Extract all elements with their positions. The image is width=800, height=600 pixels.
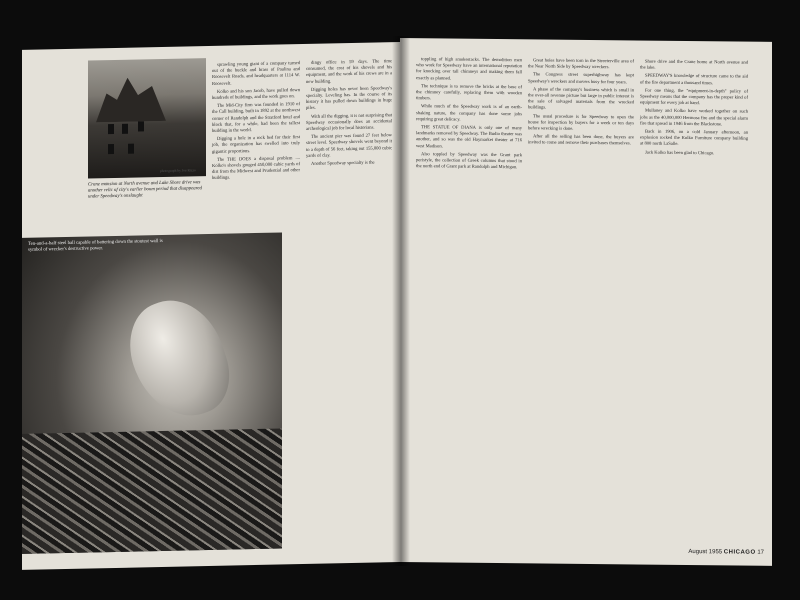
bottom-photo-caption: Ten-and-a-half steel ball capable of battering down the stoutest wall is symbol of wrecker's destructive power. [28,238,163,253]
crane-mansion-photo [88,58,206,178]
left-column-1: sprawling young giant of a company turned out of the buckle and brass of Paulina and Roosevelt Roads, and headquarters at 1114 W. Roosevelt. Kolko and his son Jacob, have pulled down hundreds of buildings, and the work goes on. The Mid-City firm was founded in 1910 of the Call building, built in 1892 at the northwest corner of Randolph and the Stratford hotel and block that, for a while, had been the tallest building in the world. Digging a hole in a rock bed for their first job, the organization has swelled into truly gigantic proportions. The THE DOES a disposal problem — Kolko's shovels gouged 450,000 cubic yards of dirt from the Midwest and Prudential and other buildings. [212,60,300,181]
top-photo-caption: Crane mansion at North avenue and Lake Shore drive was another relic of city's earlier boom period that disappeared under Speedway's onslaught [88,180,202,200]
page-footer [688,549,764,556]
right-column-2: Great holes have been torn in the Streeterville area of the Near North Side by Speedway wreckers. The Congress street superhighway has kept Speedway's wreckers and movers busy for four years. A phase of the company's business which is small in the over-all revenue picture but large in public interest is the sale of salvaged materials from the wrecked buildings. The usual procedure is for Speedway to open the house for inspection by buyers for a week or ten days before wrecking is done. After all the selling has been done, the buyers are invited to come and remove their purchases themselves. [528,57,634,146]
spine-gutter [392,36,410,566]
left-page [22,42,400,570]
footer-date: August 1955 [688,549,723,556]
right-page [400,38,772,566]
left-column-2: dingy office in 59 days. The time consumed, the cost of his shovels and his equipment, and the work of his crews are in a new building. Digging holes has never been Speedway's specialty. Leveling has. In the course of its history it has pulled down buildings in huge piles. With all the digging, it is not surprising that Speedway occasionally does an accidental archeological job for local historians. The ancient pier was found 27 feet below street level. Speedway shovels went beyond it to a depth of 56 feet, taking out 155,000 cubic yards of clay. Another Speedway specialty is the [306,58,392,166]
footer-magazine: CHICAGO [723,549,756,556]
magazine-spread [22,28,780,576]
right-column-1: toppling of high smokestacks. The demolition men who work for Speedway have an international reputation for knocking over tall chimneys and making them fall exactly as planned. The technique is to remove the bricks at the base of the chimney carefully, replacing them with wooden timbers. While much of the Speedway work is of an earth-shaking nature, the company has done some jobs requiring great delicacy. THE STATUE OF DIANA is only one of many landmarks removed by Speedway. The Budio theater was another, and so was the old Haymarket theater at 716 west Madison. Also toppled by Speedway was the Grant park peristyle, the collection of Greek columns that stood in the north end of Grant park at Randolph and Michigan. [416,56,522,170]
footer-page-number: 17 [757,549,764,556]
right-column-3: Shore drive and the Crane home at North avenue and the lake. SPEEDWAY'S knowledge of structure came to the aid of the fire department a thousand times. For one thing, the "equipment-in-depth" policy of Speedway means that the company has the proper kind of equipment for every job at hand. Mullaney and Kolko have worked together on such jobs as the 40,000,000 Hermosa fire and the special alarm fire that spread in 1946 from the Blackstone. Back in 1906, on a cold January afternoon, an explosion rocked the Kolko Furniture company building at 800 north LaSalle. Jack Kolko has been glad to Chicago. [640,58,748,155]
photo-credit: photograph by Joe Rizzo [160,168,196,174]
